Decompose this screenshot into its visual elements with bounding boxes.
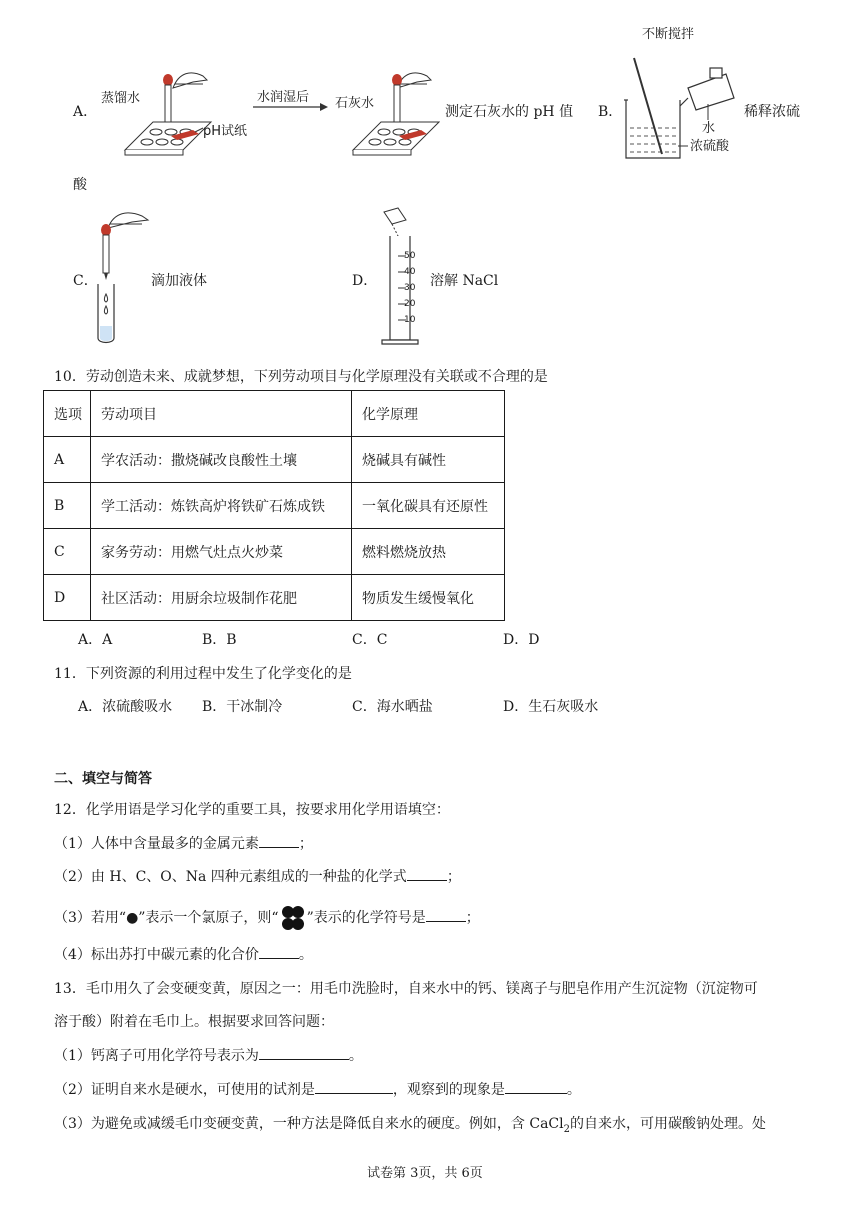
answer-blank[interactable] (259, 944, 299, 959)
q11-option-b[interactable]: B．干冰制冷 (202, 699, 283, 715)
table-cell: 社区活动：用厨余垃圾制作花肥 (91, 575, 352, 621)
q12-sub3-text-a: （3）若用“●”表示一个氯原子，则“ (54, 910, 279, 926)
limewater-label: 石灰水 (335, 96, 375, 111)
q9-option-d-letter: D． (352, 273, 378, 289)
ph-paper-label: pH试纸 (203, 124, 248, 139)
scale-tick-label: 40 (404, 267, 416, 277)
q11-option-c[interactable]: C．海水晒盐 (352, 699, 433, 715)
q12-sub4 (54, 944, 313, 964)
q13-sub1-end: 。 (348, 1048, 363, 1064)
q10-stem: 10．劳动创造未来、成就梦想，下列劳动项目与化学原理没有关联或不合理的是 (54, 369, 548, 385)
q10-option-c[interactable]: C．C (352, 632, 388, 648)
q13-sub2-text-a: （2）证明自来水是硬水，可使用的试剂是 (54, 1082, 315, 1098)
q11-option-d[interactable]: D．生石灰吸水 (503, 699, 599, 715)
hand-icon (397, 73, 431, 88)
table-cell: 烧碱具有碱性 (352, 437, 505, 483)
q9-option-b-diagram (622, 24, 740, 164)
table-cell: 一氧化碳具有还原性 (352, 483, 505, 529)
chlorine-molecule-icon (281, 905, 305, 931)
q12-sub1-end: ； (298, 836, 313, 852)
arrow-label: 水润湿后 (257, 90, 310, 105)
scale-tick-label: 20 (404, 299, 416, 309)
table-row (44, 575, 505, 621)
table-row (44, 483, 505, 529)
q13-sub3-text-b: 的自来水，可用碳酸钠处理。处 (569, 1116, 766, 1132)
q10-table (43, 390, 505, 621)
scale-tick-label: 30 (404, 283, 416, 293)
droplet-icon (105, 306, 108, 314)
q13-sub2-end: 。 (566, 1082, 581, 1098)
q9-option-b-desc-cont: 酸 (73, 177, 87, 193)
q9-option-a-desc: 测定石灰水的 pH 值 (445, 104, 574, 120)
droplet-icon (105, 294, 108, 302)
q9-option-c-desc: 滴加液体 (151, 273, 207, 289)
table-cell: 燃料燃烧放热 (352, 529, 505, 575)
water-label: 水 (702, 121, 716, 136)
answer-blank[interactable] (407, 866, 447, 881)
spot-plate-icon (353, 122, 439, 155)
hand-icon (108, 213, 148, 228)
table-cell: B (44, 483, 91, 529)
paper-icon (384, 208, 406, 224)
q12-sub1-text: （1）人体中含量最多的金属元素 (54, 836, 259, 852)
answer-blank[interactable] (259, 833, 299, 848)
q9-option-c-letter: C． (73, 273, 98, 289)
q13-stem-line1: 13．毛巾用久了会变硬变黄，原因之一：用毛巾洗脸时，自来水中的钙、镁离子与肥皂作用产生沉淀物（沉淀物可 (54, 981, 758, 997)
table-header-cell: 化学原理 (352, 391, 505, 437)
q9-option-d-diagram (376, 206, 428, 348)
table-row (44, 437, 505, 483)
q10-option-d[interactable]: D．D (503, 632, 540, 648)
q12-sub1 (54, 833, 313, 853)
table-cell: D (44, 575, 91, 621)
q13-sub2 (54, 1079, 581, 1099)
q13-sub3 (54, 1113, 766, 1135)
table-cell: 物质发生缓慢氧化 (352, 575, 505, 621)
scale-tick-label: 50 (404, 251, 416, 261)
q13-sub3-text-a: （3）为避免或减缓毛巾变硬变黄，一种方法是降低自来水的硬度。例如，含 CaCl (54, 1116, 564, 1132)
q12-sub3-end: ； (465, 910, 480, 926)
answer-blank[interactable] (426, 907, 466, 922)
pouring-bottle-icon (680, 68, 734, 110)
table-cell: 学农活动：撒烧碱改良酸性土壤 (91, 437, 352, 483)
q9-option-d-desc: 溶解 NaCl (430, 273, 499, 289)
answer-blank[interactable] (315, 1079, 393, 1094)
q12-sub2-text: （2）由 H、C、O、Na 四种元素组成的一种盐的化学式 (54, 869, 407, 885)
q13-sub1-text: （1）钙离子可用化学符号表示为 (54, 1048, 259, 1064)
q9-option-b-desc: 稀释浓硫 (744, 104, 800, 120)
spot-plate-icon (125, 122, 211, 155)
q12-sub2 (54, 866, 461, 886)
dropper-icon (101, 224, 111, 280)
glass-rod-icon (634, 58, 662, 154)
table-cell: A (44, 437, 91, 483)
q12-sub2-end: ； (446, 869, 461, 885)
table-row (44, 529, 505, 575)
conc-acid-label: 浓硫酸 (690, 139, 730, 154)
table-header-row (44, 391, 505, 437)
table-header-cell: 选项 (44, 391, 91, 437)
q13-stem-line2: 溶于酸）附着在毛巾上。根据要求回答问题： (54, 1014, 334, 1030)
page-footer: 试卷第 3页，共 6页 (367, 1166, 483, 1181)
q9-option-a-diagram (95, 58, 440, 163)
q9-option-b-letter: B． (598, 104, 623, 120)
q12-sub4-text: （4）标出苏打中碳元素的化合价 (54, 947, 259, 963)
hand-icon (173, 73, 207, 88)
q12-stem: 12．化学用语是学习化学的重要工具，按要求用化学用语填空： (54, 802, 450, 818)
stir-label: 不断搅拌 (642, 27, 695, 42)
beaker-icon (624, 100, 680, 158)
q11-stem: 11．下列资源的利用过程中发生了化学变化的是 (54, 666, 352, 682)
q12-sub3 (54, 905, 480, 931)
q11-option-a[interactable]: A．浓硫酸吸水 (78, 699, 173, 715)
liquid-in-tube (100, 326, 112, 341)
section-title: 二、填空与简答 (54, 771, 152, 787)
q10-option-b[interactable]: B．B (202, 632, 237, 648)
q9-option-a-letter: A． (73, 104, 98, 120)
answer-blank[interactable] (259, 1045, 349, 1060)
liquid-dashes (630, 128, 676, 152)
q13-sub2-text-b: ，观察到的现象是 (392, 1082, 505, 1098)
scale-tick-label: 10 (404, 315, 416, 325)
table-cell: 学工活动：炼铁高炉将铁矿石炼成铁 (91, 483, 352, 529)
subscript: 2 (563, 1123, 570, 1135)
table-cell: 家务劳动：用燃气灶点火炒菜 (91, 529, 352, 575)
q12-sub4-end: 。 (298, 947, 313, 963)
table-cell: C (44, 529, 91, 575)
q12-sub3-text-b: ”表示的化学符号是 (306, 910, 426, 926)
q10-option-a[interactable]: A．A (78, 632, 113, 648)
distilled-water-label: 蒸馏水 (101, 91, 141, 106)
table-header-cell: 劳动项目 (91, 391, 352, 437)
answer-blank[interactable] (505, 1079, 567, 1094)
q13-sub1 (54, 1045, 363, 1065)
